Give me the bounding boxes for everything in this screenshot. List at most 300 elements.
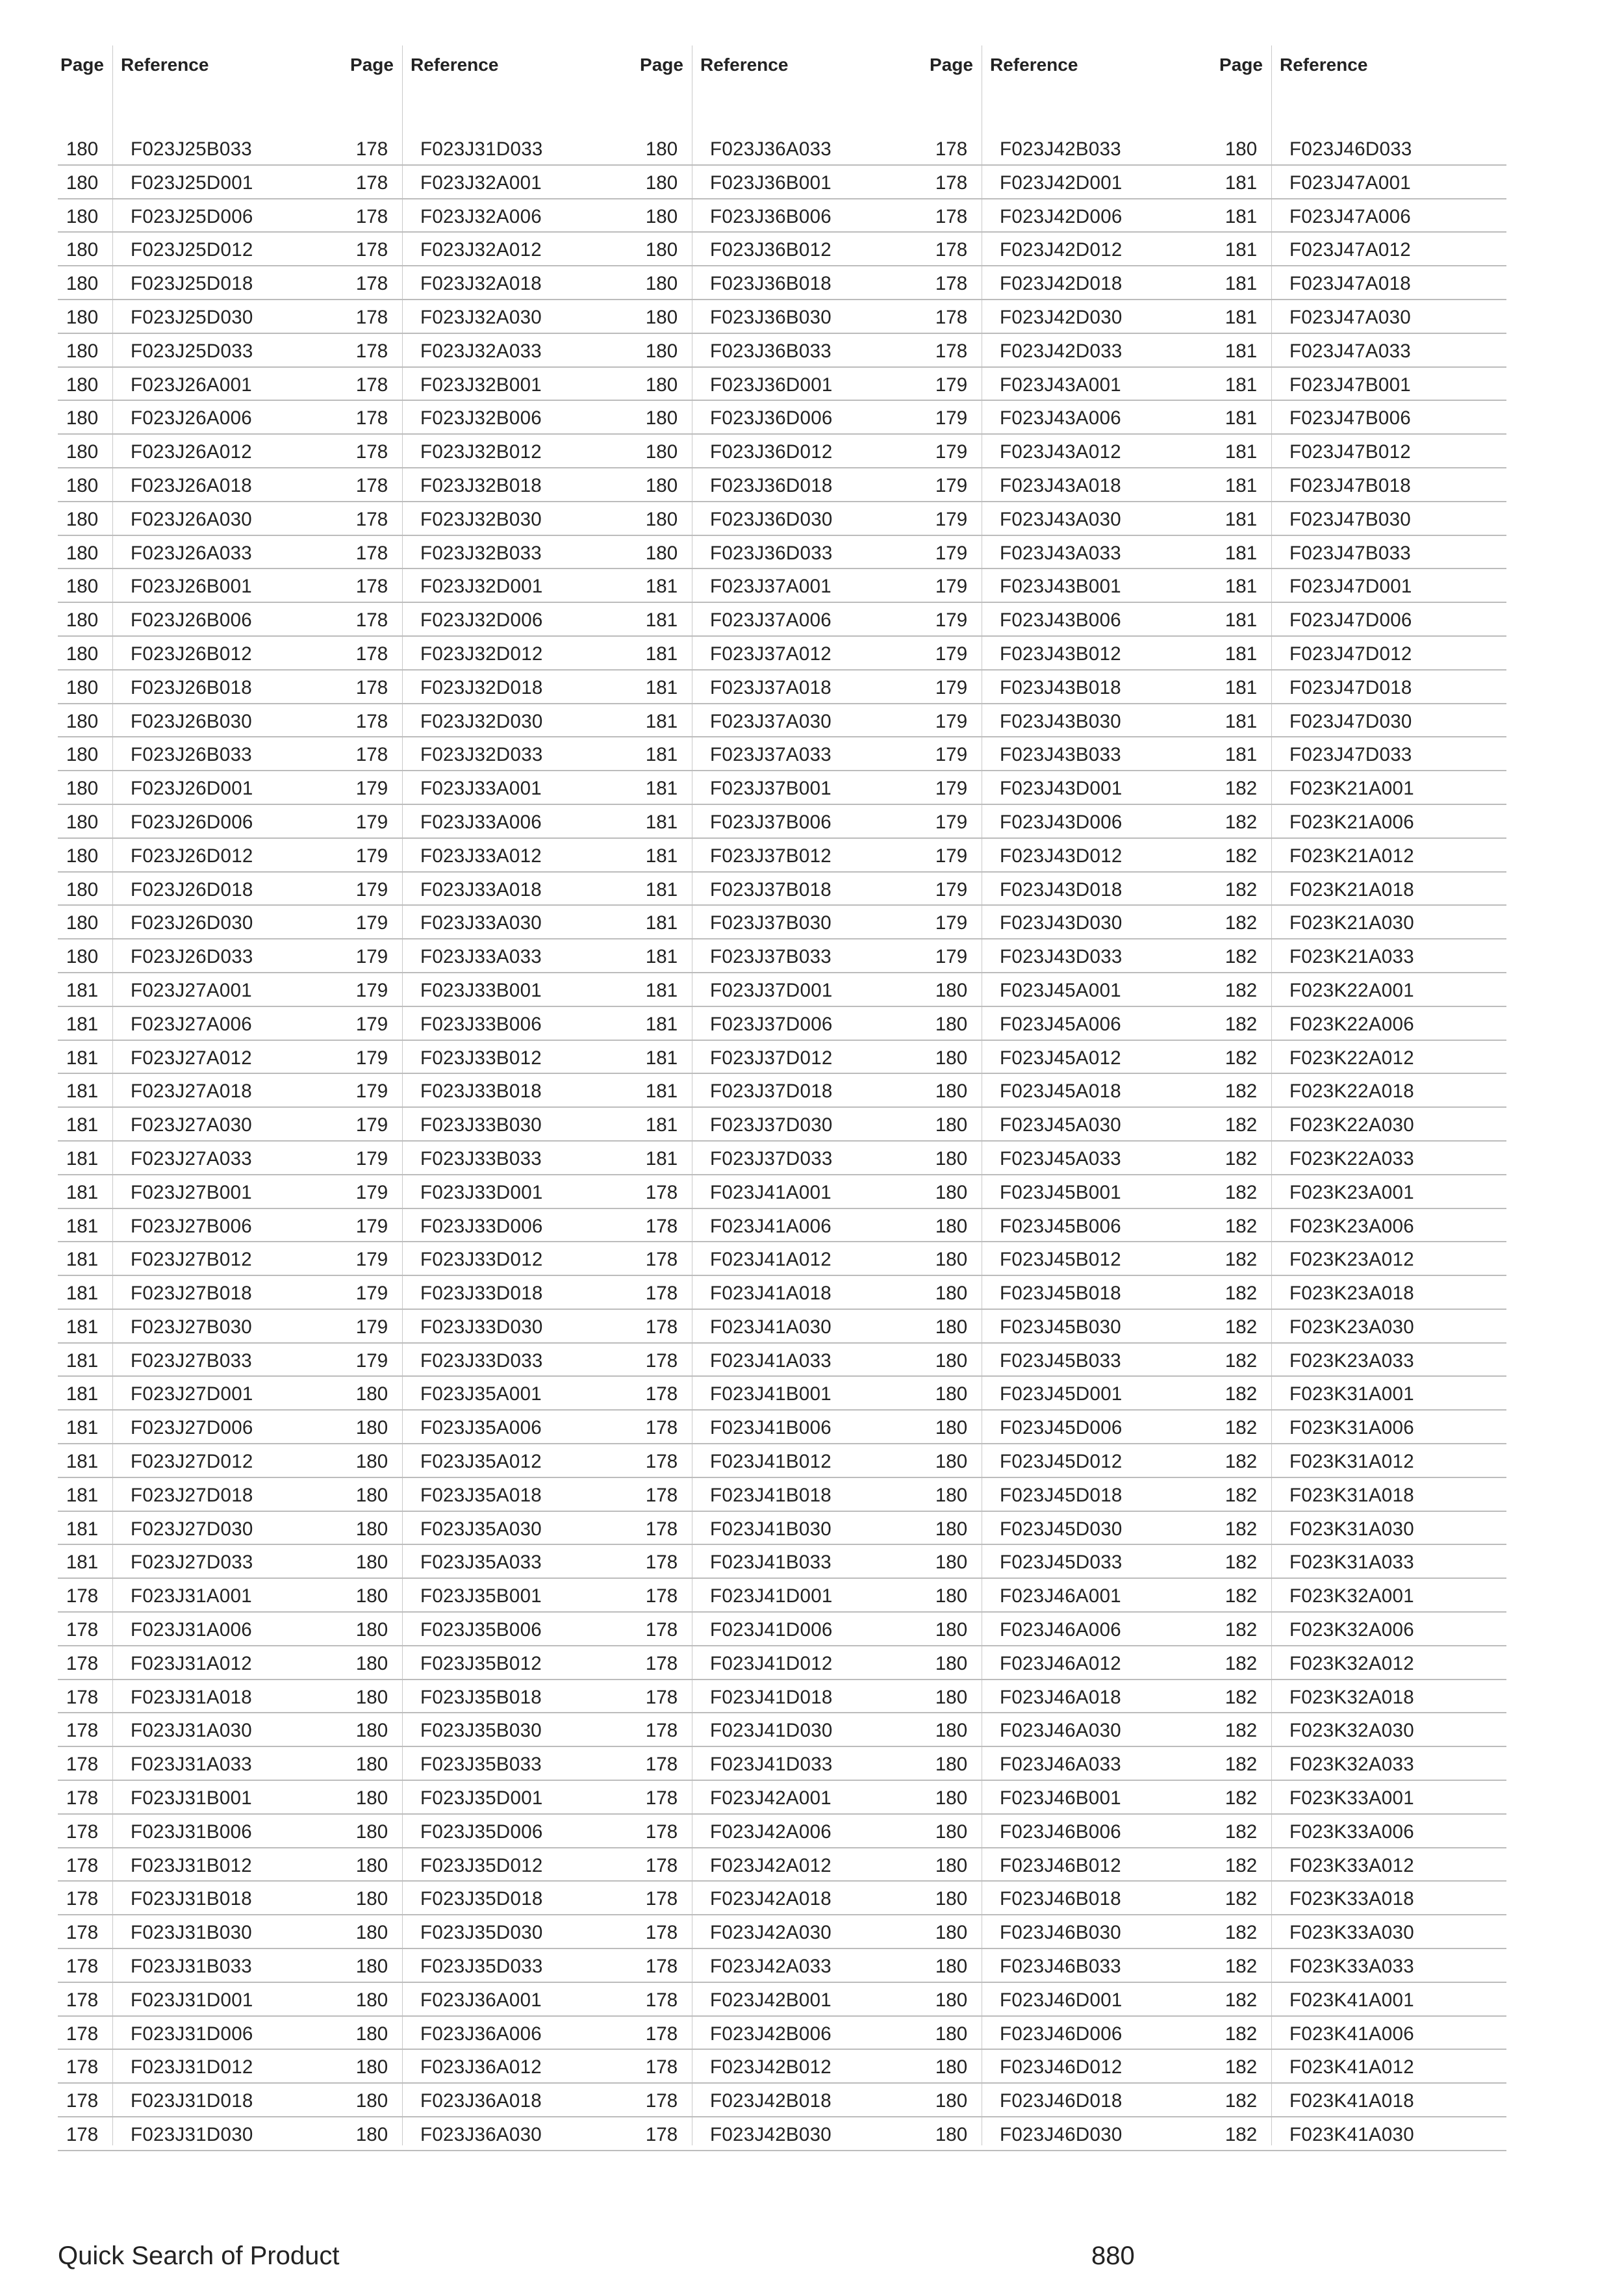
reference-code-cell: F023J26A018	[131, 474, 252, 496]
reference-code-cell: F023K33A012	[1289, 1854, 1414, 1876]
page-number-cell: 182	[1224, 778, 1258, 800]
page-number-cell: 178	[355, 676, 388, 698]
page-number-cell: 178	[66, 1686, 99, 1708]
page-number-cell: 180	[355, 1854, 388, 1876]
page-number-cell: 180	[935, 1787, 968, 1809]
reference-code-cell: F023J42B033	[1000, 138, 1121, 160]
table-row	[637, 1276, 927, 1310]
reference-code-cell: F023J25D006	[131, 205, 253, 227]
table-row	[348, 435, 637, 468]
reference-code-cell: F023J33A012	[420, 845, 542, 867]
table-row	[1217, 1209, 1506, 1243]
page-number-cell: 180	[66, 845, 99, 867]
page-number-cell: 178	[66, 1989, 99, 2011]
reference-code-cell: F023J37A012	[710, 643, 831, 665]
table-row	[58, 1377, 348, 1411]
table-row	[348, 266, 637, 300]
table-rows	[348, 132, 637, 2151]
page-number-cell: 182	[1224, 1854, 1258, 1876]
table-row	[637, 1310, 927, 1344]
table-row	[927, 1512, 1217, 1546]
table-row	[637, 1209, 927, 1243]
table-row	[58, 1545, 348, 1579]
page-number-cell: 180	[645, 374, 678, 396]
table-row	[348, 603, 637, 637]
table-row	[348, 1815, 637, 1848]
reference-code-cell: F023J31D012	[131, 2056, 253, 2078]
page-number-cell: 181	[1224, 576, 1258, 598]
reference-code-cell: F023J42A033	[710, 1956, 831, 1978]
header-reference: Reference	[411, 55, 499, 75]
reference-code-cell: F023J36D033	[710, 542, 833, 564]
table-row	[927, 1242, 1217, 1276]
table-row	[927, 233, 1217, 266]
page-number-cell: 178	[355, 306, 388, 328]
table-row	[348, 2017, 637, 2050]
table-row	[348, 1478, 637, 1512]
reference-code-cell: F023K31A030	[1289, 1518, 1414, 1540]
page-number-cell: 180	[645, 172, 678, 194]
page-number-cell: 178	[645, 1484, 678, 1506]
page-number-cell: 180	[66, 205, 99, 227]
reference-code-cell: F023K22A033	[1289, 1147, 1414, 1169]
reference-code-cell: F023J27A001	[131, 979, 252, 1001]
reference-code-cell: F023J33B001	[420, 979, 542, 1001]
reference-code-cell: F023J35B018	[420, 1686, 542, 1708]
page-number-cell: 180	[66, 643, 99, 665]
table-row	[1217, 637, 1506, 671]
table-row	[927, 1848, 1217, 1882]
reference-code-cell: F023K22A030	[1289, 1114, 1414, 1136]
table-row	[637, 1848, 927, 1882]
page-number-cell: 178	[645, 1383, 678, 1405]
table-row	[58, 1242, 348, 1276]
table-row	[58, 939, 348, 973]
page-number-cell: 180	[645, 273, 678, 295]
table-row	[58, 1478, 348, 1512]
page-number-cell: 182	[1224, 1249, 1258, 1271]
reference-code-cell: F023J43A001	[1000, 374, 1121, 396]
reference-code-cell: F023J32A006	[420, 205, 542, 227]
table-row	[637, 1512, 927, 1546]
reference-code-cell: F023J42B012	[710, 2056, 831, 2078]
reference-code-cell: F023J31B018	[131, 1888, 252, 1910]
reference-code-cell: F023J35D012	[420, 1854, 543, 1876]
table-row	[58, 2117, 348, 2151]
table-row	[927, 334, 1217, 368]
table-row	[637, 1815, 927, 1848]
reference-code-cell: F023J47A001	[1289, 172, 1411, 194]
page-number-cell: 181	[1224, 306, 1258, 328]
page-number-cell: 180	[935, 1316, 968, 1338]
table-row	[58, 368, 348, 402]
table-row	[58, 1915, 348, 1949]
table-row	[1217, 839, 1506, 873]
page-number-cell: 180	[645, 205, 678, 227]
table-row	[927, 1882, 1217, 1915]
page-number-cell: 178	[935, 306, 968, 328]
reference-code-cell: F023J37B030	[710, 912, 831, 934]
page-number-cell: 180	[935, 1720, 968, 1742]
table-row	[58, 1310, 348, 1344]
table-row	[58, 2050, 348, 2084]
reference-code-cell: F023K23A012	[1289, 1249, 1414, 1271]
reference-code-cell: F023J27A018	[131, 1080, 252, 1103]
reference-code-cell: F023J35B012	[420, 1652, 542, 1674]
table-row	[637, 1579, 927, 1613]
reference-code-cell: F023J33B012	[420, 1047, 542, 1069]
page-number-cell: 180	[355, 1989, 388, 2011]
reference-code-cell: F023J41B006	[710, 1417, 831, 1439]
page-number-cell: 181	[645, 1114, 678, 1136]
page-number-cell: 182	[1224, 1787, 1258, 1809]
table-row	[637, 1242, 927, 1276]
page-number-cell: 178	[66, 1619, 99, 1641]
reference-code-cell: F023J33D006	[420, 1215, 543, 1237]
table-row	[58, 1747, 348, 1781]
table-row	[58, 2084, 348, 2117]
page-number-cell: 180	[935, 1552, 968, 1574]
reference-code-cell: F023J42B006	[710, 2023, 831, 2045]
page-number-cell: 180	[935, 1451, 968, 1473]
reference-code-cell: F023J27B012	[131, 1249, 252, 1271]
page-number-cell: 181	[66, 1518, 99, 1540]
page-number-cell: 178	[66, 2124, 99, 2146]
table-row	[637, 435, 927, 468]
reference-code-cell: F023J46B018	[1000, 1888, 1121, 1910]
page-number-cell: 182	[1224, 1013, 1258, 1035]
page-number-cell: 181	[1224, 205, 1258, 227]
table-row	[58, 2017, 348, 2050]
table-row	[1217, 1646, 1506, 1680]
reference-code-cell: F023J47B033	[1289, 542, 1411, 564]
reference-code-cell: F023J45B018	[1000, 1283, 1121, 1305]
page-number-cell: 178	[66, 2023, 99, 2045]
table-row	[58, 973, 348, 1007]
reference-code-cell: F023J27D030	[131, 1518, 253, 1540]
reference-code-cell: F023K41A012	[1289, 2056, 1414, 2078]
table-row	[58, 1041, 348, 1075]
page-number-cell: 180	[355, 2124, 388, 2146]
table-row	[58, 1007, 348, 1041]
page-number-cell: 180	[935, 1619, 968, 1641]
reference-code-cell: F023J46B006	[1000, 1820, 1121, 1843]
table-row	[637, 2050, 927, 2084]
page-number-cell: 179	[355, 1215, 388, 1237]
reference-index-table	[58, 0, 1506, 2144]
page-number-cell: 180	[66, 374, 99, 396]
table-row	[637, 2017, 927, 2050]
reference-code-cell: F023J36A006	[420, 2023, 542, 2045]
table-row	[348, 939, 637, 973]
header-reference: Reference	[121, 55, 209, 75]
reference-code-cell: F023J27D012	[131, 1451, 253, 1473]
page-number-cell: 180	[355, 1888, 388, 1910]
page-number-cell: 178	[645, 1181, 678, 1203]
reference-code-cell: F023J33A006	[420, 811, 542, 833]
reference-code-cell: F023J45D006	[1000, 1417, 1123, 1439]
reference-code-cell: F023J27D033	[131, 1552, 253, 1574]
table-row	[637, 1108, 927, 1142]
reference-code-cell: F023J45A006	[1000, 1013, 1121, 1035]
table-rows	[1217, 132, 1506, 2151]
reference-code-cell: F023J36D012	[710, 441, 833, 463]
reference-code-cell: F023J42A030	[710, 1922, 831, 1944]
reference-code-cell: F023J37B001	[710, 778, 831, 800]
reference-code-cell: F023J32A030	[420, 306, 542, 328]
reference-code-cell: F023J26A012	[131, 441, 252, 463]
table-row	[58, 603, 348, 637]
table-row	[927, 939, 1217, 973]
table-row	[348, 233, 637, 266]
reference-code-cell: F023J33B030	[420, 1114, 542, 1136]
page-number-cell: 180	[355, 2090, 388, 2112]
table-row	[1217, 1074, 1506, 1108]
table-row	[927, 1209, 1217, 1243]
table-row	[927, 502, 1217, 536]
table-row	[1217, 468, 1506, 502]
page-number-cell: 179	[355, 1147, 388, 1169]
page-number-cell: 178	[355, 441, 388, 463]
reference-code-cell: F023J43B018	[1000, 676, 1121, 698]
table-row	[927, 1344, 1217, 1377]
table-row	[927, 1007, 1217, 1041]
page-number-cell: 180	[645, 474, 678, 496]
reference-code-cell: F023K41A006	[1289, 2023, 1414, 2045]
reference-code-cell: F023J37A006	[710, 609, 831, 632]
page-number-cell: 180	[355, 2056, 388, 2078]
page-number-cell: 178	[355, 508, 388, 530]
page-number-cell: 178	[645, 1283, 678, 1305]
page-number-cell: 178	[645, 1787, 678, 1809]
reference-code-cell: F023J45A033	[1000, 1147, 1121, 1169]
reference-code-cell: F023J35A006	[420, 1417, 542, 1439]
table-row	[637, 1882, 927, 1915]
reference-code-cell: F023J47D018	[1289, 676, 1412, 698]
table-row	[927, 2084, 1217, 2117]
page-number-cell: 179	[935, 407, 968, 429]
page-number-cell: 181	[1224, 542, 1258, 564]
table-row	[348, 2117, 637, 2151]
reference-code-cell: F023J47B012	[1289, 441, 1411, 463]
page-number-cell: 181	[66, 1283, 99, 1305]
reference-code-cell: F023J33B033	[420, 1147, 542, 1169]
table-row	[927, 199, 1217, 233]
table-row	[637, 1747, 927, 1781]
table-row	[348, 502, 637, 536]
table-row	[58, 1108, 348, 1142]
page-number-cell: 180	[66, 778, 99, 800]
page-number-cell: 179	[935, 542, 968, 564]
table-row	[1217, 1512, 1506, 1546]
page-number-cell: 179	[935, 576, 968, 598]
reference-code-cell: F023K32A030	[1289, 1720, 1414, 1742]
page-number-cell: 178	[935, 239, 968, 261]
reference-code-cell: F023J32D012	[420, 643, 543, 665]
table-row	[637, 1545, 927, 1579]
page-number-cell: 178	[645, 2090, 678, 2112]
table-row	[348, 873, 637, 906]
page-number-cell: 180	[66, 912, 99, 934]
table-row	[348, 1276, 637, 1310]
reference-code-cell: F023J46D006	[1000, 2023, 1123, 2045]
table-row	[927, 1646, 1217, 1680]
table-row	[927, 166, 1217, 199]
table-row	[927, 401, 1217, 435]
table-row	[58, 300, 348, 334]
table-row	[1217, 1444, 1506, 1478]
page-number-cell: 178	[355, 542, 388, 564]
page-number-cell: 182	[1224, 1652, 1258, 1674]
table-row	[927, 1949, 1217, 1983]
column-header	[927, 55, 1217, 81]
page-number-cell: 181	[66, 1147, 99, 1169]
page-number-cell: 178	[935, 340, 968, 362]
page-number-cell: 180	[66, 172, 99, 194]
reference-code-cell: F023J31B030	[131, 1922, 252, 1944]
page-number-cell: 180	[935, 1114, 968, 1136]
table-row	[1217, 1713, 1506, 1747]
page-number-cell: 180	[935, 2056, 968, 2078]
reference-code-cell: F023J36D006	[710, 407, 833, 429]
table-row	[637, 166, 927, 199]
table-row	[348, 132, 637, 166]
page-number-cell: 181	[645, 1147, 678, 1169]
table-row	[637, 1411, 927, 1444]
page-number-cell: 178	[935, 172, 968, 194]
reference-code-cell: F023J45B006	[1000, 1215, 1121, 1237]
page-number-cell: 182	[1224, 946, 1258, 968]
column-header	[348, 55, 637, 81]
page-number-cell: 178	[645, 2023, 678, 2045]
page-number-cell: 178	[66, 2090, 99, 2112]
reference-code-cell: F023K31A006	[1289, 1417, 1414, 1439]
table-row	[637, 2084, 927, 2117]
page-number-cell: 178	[645, 1451, 678, 1473]
reference-code-cell: F023J27A006	[131, 1013, 252, 1035]
page-number-cell: 180	[935, 1484, 968, 1506]
table-row	[927, 1713, 1217, 1747]
page-number-cell: 178	[355, 744, 388, 766]
table-row	[1217, 671, 1506, 704]
reference-code-cell: F023J36B018	[710, 273, 831, 295]
reference-code-cell: F023J32D033	[420, 744, 543, 766]
table-row	[927, 805, 1217, 839]
table-row	[637, 1444, 927, 1478]
page-number-cell: 181	[1224, 273, 1258, 295]
header-page: Page	[640, 55, 683, 75]
reference-code-cell: F023J46D012	[1000, 2056, 1123, 2078]
table-row	[58, 468, 348, 502]
page-number-cell: 178	[645, 1652, 678, 1674]
table-row	[637, 199, 927, 233]
reference-code-cell: F023J31A001	[131, 1585, 252, 1607]
reference-code-cell: F023J31D006	[131, 2023, 253, 2045]
page-number-cell: 182	[1224, 2090, 1258, 2112]
table-row	[1217, 569, 1506, 603]
reference-code-cell: F023J37D012	[710, 1047, 833, 1069]
page-number-cell: 180	[66, 710, 99, 732]
page-number-cell: 179	[355, 1047, 388, 1069]
reference-code-cell: F023K32A018	[1289, 1686, 1414, 1708]
page-number-cell: 181	[66, 1484, 99, 1506]
page-number-cell: 181	[66, 1552, 99, 1574]
table-row	[1217, 973, 1506, 1007]
table-row	[637, 939, 927, 973]
page-number-cell: 180	[645, 340, 678, 362]
reference-code-cell: F023J35A012	[420, 1451, 542, 1473]
table-row	[927, 1478, 1217, 1512]
table-row	[58, 266, 348, 300]
page-number-cell: 179	[355, 811, 388, 833]
page-number-cell: 180	[935, 1249, 968, 1271]
page-number-cell: 178	[355, 474, 388, 496]
page-number-cell: 182	[1224, 1451, 1258, 1473]
page-number-cell: 181	[645, 744, 678, 766]
table-row	[348, 1949, 637, 1983]
reference-code-cell: F023J35D030	[420, 1922, 543, 1944]
reference-code-cell: F023J47B030	[1289, 508, 1411, 530]
reference-code-cell: F023J42D001	[1000, 172, 1123, 194]
table-row	[637, 906, 927, 939]
table-row	[1217, 939, 1506, 973]
table-row	[348, 1310, 637, 1344]
page-number-cell: 181	[645, 643, 678, 665]
table-row	[637, 873, 927, 906]
reference-code-cell: F023J26A001	[131, 374, 252, 396]
reference-code-cell: F023J41A006	[710, 1215, 831, 1237]
page-number-cell: 181	[66, 1215, 99, 1237]
page-number-cell: 180	[355, 1922, 388, 1944]
table-row	[1217, 1175, 1506, 1209]
table-row	[1217, 435, 1506, 468]
table-row	[927, 368, 1217, 402]
table-row	[348, 1041, 637, 1075]
table-row	[348, 839, 637, 873]
column-header	[1217, 55, 1506, 81]
reference-code-cell: F023J31B001	[131, 1787, 252, 1809]
header-page: Page	[60, 55, 104, 75]
page-number-cell: 181	[66, 1181, 99, 1203]
table-row	[348, 1444, 637, 1478]
table-row	[1217, 2017, 1506, 2050]
page-number-cell: 178	[645, 1956, 678, 1978]
table-row	[1217, 1478, 1506, 1512]
page-number-cell: 178	[355, 340, 388, 362]
page-number-cell: 180	[355, 1754, 388, 1776]
reference-code-cell: F023J46B001	[1000, 1787, 1121, 1809]
reference-code-cell: F023J43D033	[1000, 946, 1123, 968]
table-row	[348, 1983, 637, 2017]
reference-code-cell: F023J47A012	[1289, 239, 1411, 261]
page-number-cell: 178	[355, 273, 388, 295]
page-number-cell: 180	[645, 542, 678, 564]
table-row	[927, 1915, 1217, 1949]
table-row	[1217, 233, 1506, 266]
reference-code-cell: F023K32A012	[1289, 1652, 1414, 1674]
reference-code-cell: F023J27B006	[131, 1215, 252, 1237]
table-row	[348, 1882, 637, 1915]
reference-code-cell: F023K22A001	[1289, 979, 1414, 1001]
page-number-cell: 180	[66, 508, 99, 530]
reference-code-cell: F023J26B001	[131, 576, 252, 598]
table-row	[1217, 2050, 1506, 2084]
page-number-cell: 179	[355, 1013, 388, 1035]
table-row	[637, 637, 927, 671]
page-number-cell: 180	[935, 1585, 968, 1607]
table-row	[1217, 1310, 1506, 1344]
reference-code-cell: F023K33A001	[1289, 1787, 1414, 1809]
